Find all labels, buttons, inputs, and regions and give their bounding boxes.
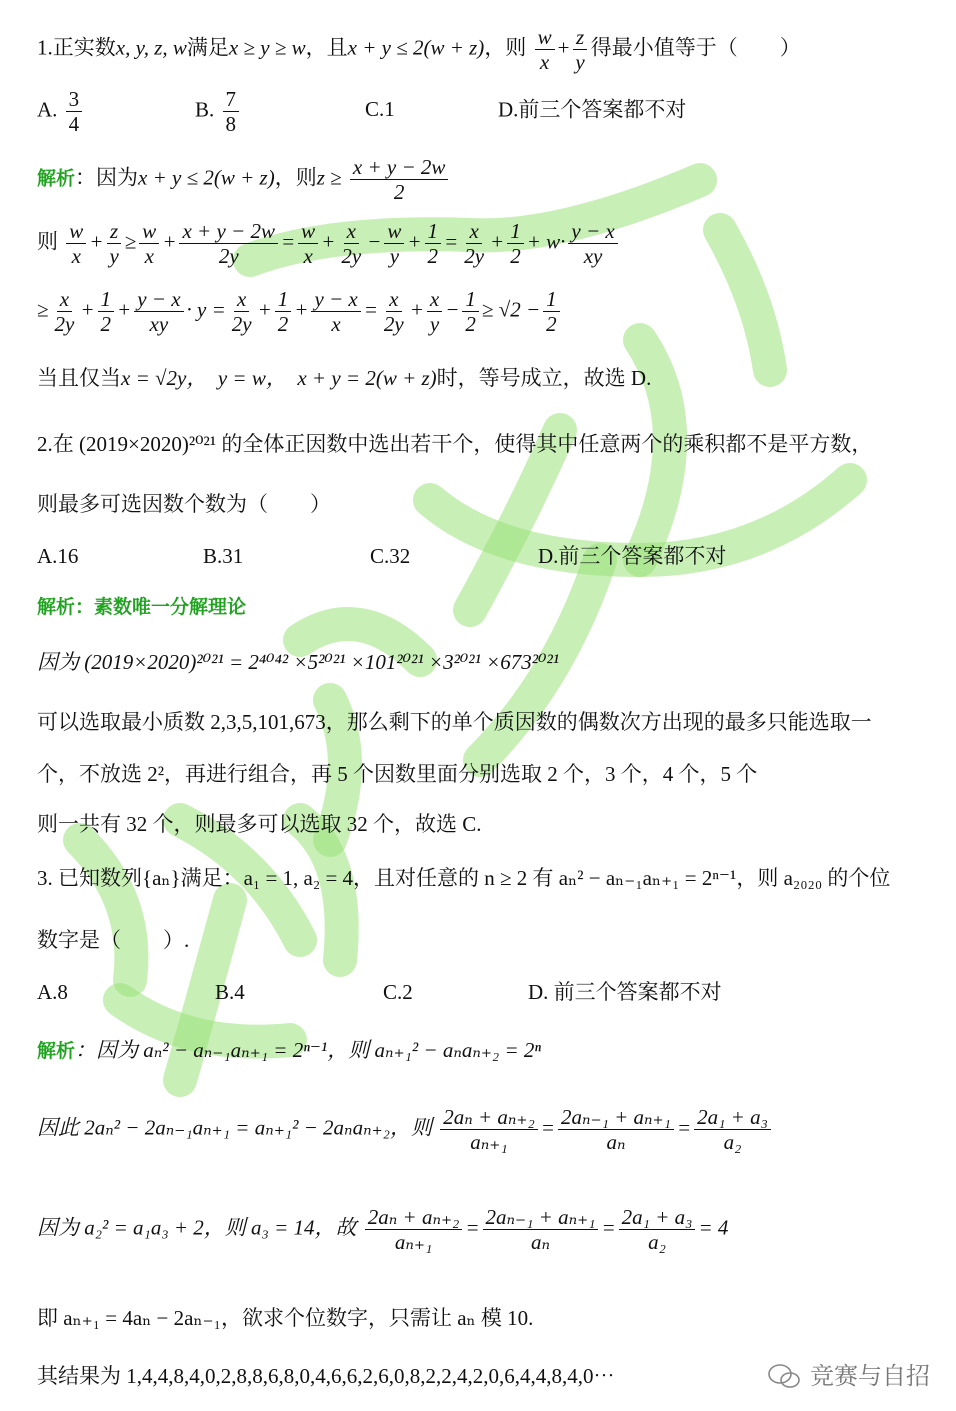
q1-solution-label: 解析 [37, 167, 76, 190]
q2-solution-line2: 可以选取最小质数 2,3,5,101,673，那么剩下的单个质因数的偶数次方出现的最多只能选取一 [37, 710, 872, 734]
q1-solution-line2: 则 $\frac{w}{x}$ + $\frac{z}{y}$ ≥ $\frac{w}{x}$ + $\frac{x + y - 2w}{2y}$ = $\frac{w}{x}$ + $\frac{x}{2y}$ − $\frac{w}{y}$ + $\frac{1}{2}$ = $\frac{x}{2y}$ + $\frac{1}{2}$ + w· $\frac{y - x}{xy}$ [37, 220, 621, 267]
q3-solution-line5: 其结果为 1,4,4,8,4,0,2,8,8,6,8,0,4,6,6,2,6,0,8,2,2,4,2,0,6,4,4,8,4,0⋯ [37, 1364, 615, 1388]
q1-option-b: B. $\frac{7}{8}$ [195, 88, 365, 135]
q3-option-c: C.2 [383, 980, 413, 1004]
q3-stem-line2: 数字是（ ）. [37, 928, 190, 952]
q1-option-a: A. $\frac{3}{4}$ [37, 88, 195, 135]
watermark-caption: 竞赛与自招 [810, 1362, 930, 1390]
q2-solution-line4: 则一共有 32 个，则最多可以选取 32 个，故选 C. [37, 812, 482, 836]
q3-option-b: B.4 [215, 980, 245, 1004]
q3-options [37, 980, 917, 1005]
wechat-icon [769, 1365, 799, 1387]
q3-solution-line2: 因此 2aₙ² − 2aₙ₋₁aₙ₊₁ = aₙ₊₁² − 2aₙaₙ₊₂，则 $\frac{\text{2aₙ + aₙ₊₂}}{\text{aₙ₊₁}}$ = $\frac{\text{2aₙ₋₁ + aₙ₊₁}}{\text{aₙ}}$ = $\frac{\text{2a₁ + a₃}}{\text{a₂}}$ [37, 1106, 774, 1153]
q1-options [37, 88, 917, 135]
wechat-watermark [766, 1358, 946, 1394]
q2-option-d: D.前三个答案都不对 [538, 544, 727, 568]
q1-solution-line4: 当且仅当x = √2y， y = w， x + y = 2(w + z)时，等号成立，故选 D. [37, 366, 652, 390]
q1-option-c: C.1 [365, 97, 395, 122]
q2-option-c: C.32 [370, 544, 411, 568]
q1-stem: 1.正实数x, y, z, w满足x ≥ y ≥ w，且x + y ≤ 2(w + z)，则 $\frac{w}{x}$ + $\frac{z}{y}$ 得最小值等于（ ） [37, 25, 801, 75]
q2-solution-line3: 个，不放选 2²，再进行组合，再 5 个因数里面分别选取 2 个，3 个，4 个，5 个 [37, 762, 758, 786]
q1-solution-line1: 解析：因为x + y ≤ 2(w + z)，则z ≥ $\frac{x + y - 2w}{2}$ [37, 156, 451, 203]
q2-option-b: B.31 [203, 544, 244, 568]
q2-option-a: A.16 [37, 544, 79, 568]
q3-solution-line3: 因为 a₂² = a₁a₃ + 2，则 a₃ = 14，故 $\frac{\text{2aₙ + aₙ₊₂}}{\text{aₙ₊₁}}$ = $\frac{\text{2aₙ₋₁ + aₙ₊₁}}{\text{aₙ}}$ = $\frac{\text{2a₁ + a₃}}{\text{a₂}}$ = 4 [37, 1205, 729, 1255]
q2-stem-line2: 则最多可选因数个数为（ ） [37, 492, 331, 516]
q1-option-d: D.前三个答案都不对 [498, 97, 687, 122]
q2-stem-line1: 2.在 (2019×2020)²⁰²¹ 的全体正因数中选出若干个，使得其中任意两个的乘积都不是平方数， [37, 432, 873, 456]
q3-stem-line1: 3. 已知数列{aₙ}满足：a₁ = 1, a₂ = 4，且对任意的 n ≥ 2 有 aₙ² − aₙ₋₁aₙ₊₁ = 2ⁿ⁻¹，则 a₂₀₂₀ 的个位 [37, 866, 891, 890]
q3-option-a: A.8 [37, 980, 68, 1004]
fraction-z-over-y: $\frac{z}{y}$ [572, 26, 587, 73]
q3-solution-label: 解析 [37, 1040, 76, 1062]
q1-solution-line3: ≥ $\frac{x}{2y}$ + $\frac{1}{2}$ + $\frac{y - x}{xy}$ · y = $\frac{x}{2y}$ + $\frac{1}{2}$ + $\frac{y - x}{x}$ = $\frac{x}{2y}$ + $\frac{x}{y}$ − $\frac{1}{2}$ ≥ √2 − $\frac{1}{2}$ [37, 288, 563, 335]
q3-solution-line4: 即 aₙ₊₁ = 4aₙ − 2aₙ₋₁，欲求个位数字，只需让 aₙ 模 10. [37, 1306, 534, 1330]
q2-solution-label: 解析：素数唯一分解理论 [37, 596, 247, 618]
fraction-w-over-x: $\frac{w}{x}$ [535, 26, 555, 73]
q3-option-d: D. 前三个答案都不对 [528, 980, 722, 1004]
q3-solution-line1: 解析：因为 aₙ² − aₙ₋₁aₙ₊₁ = 2ⁿ⁻¹，则 aₙ₊₁² − aₙaₙ₊₂ = 2ⁿ [37, 1038, 542, 1062]
q2-options [37, 544, 917, 569]
q2-solution-line1: 因为 (2019×2020)²⁰²¹ = 2⁴⁰⁴² ×5²⁰²¹ ×101²⁰²¹ ×3²⁰²¹ ×673²⁰²¹ [37, 650, 560, 674]
